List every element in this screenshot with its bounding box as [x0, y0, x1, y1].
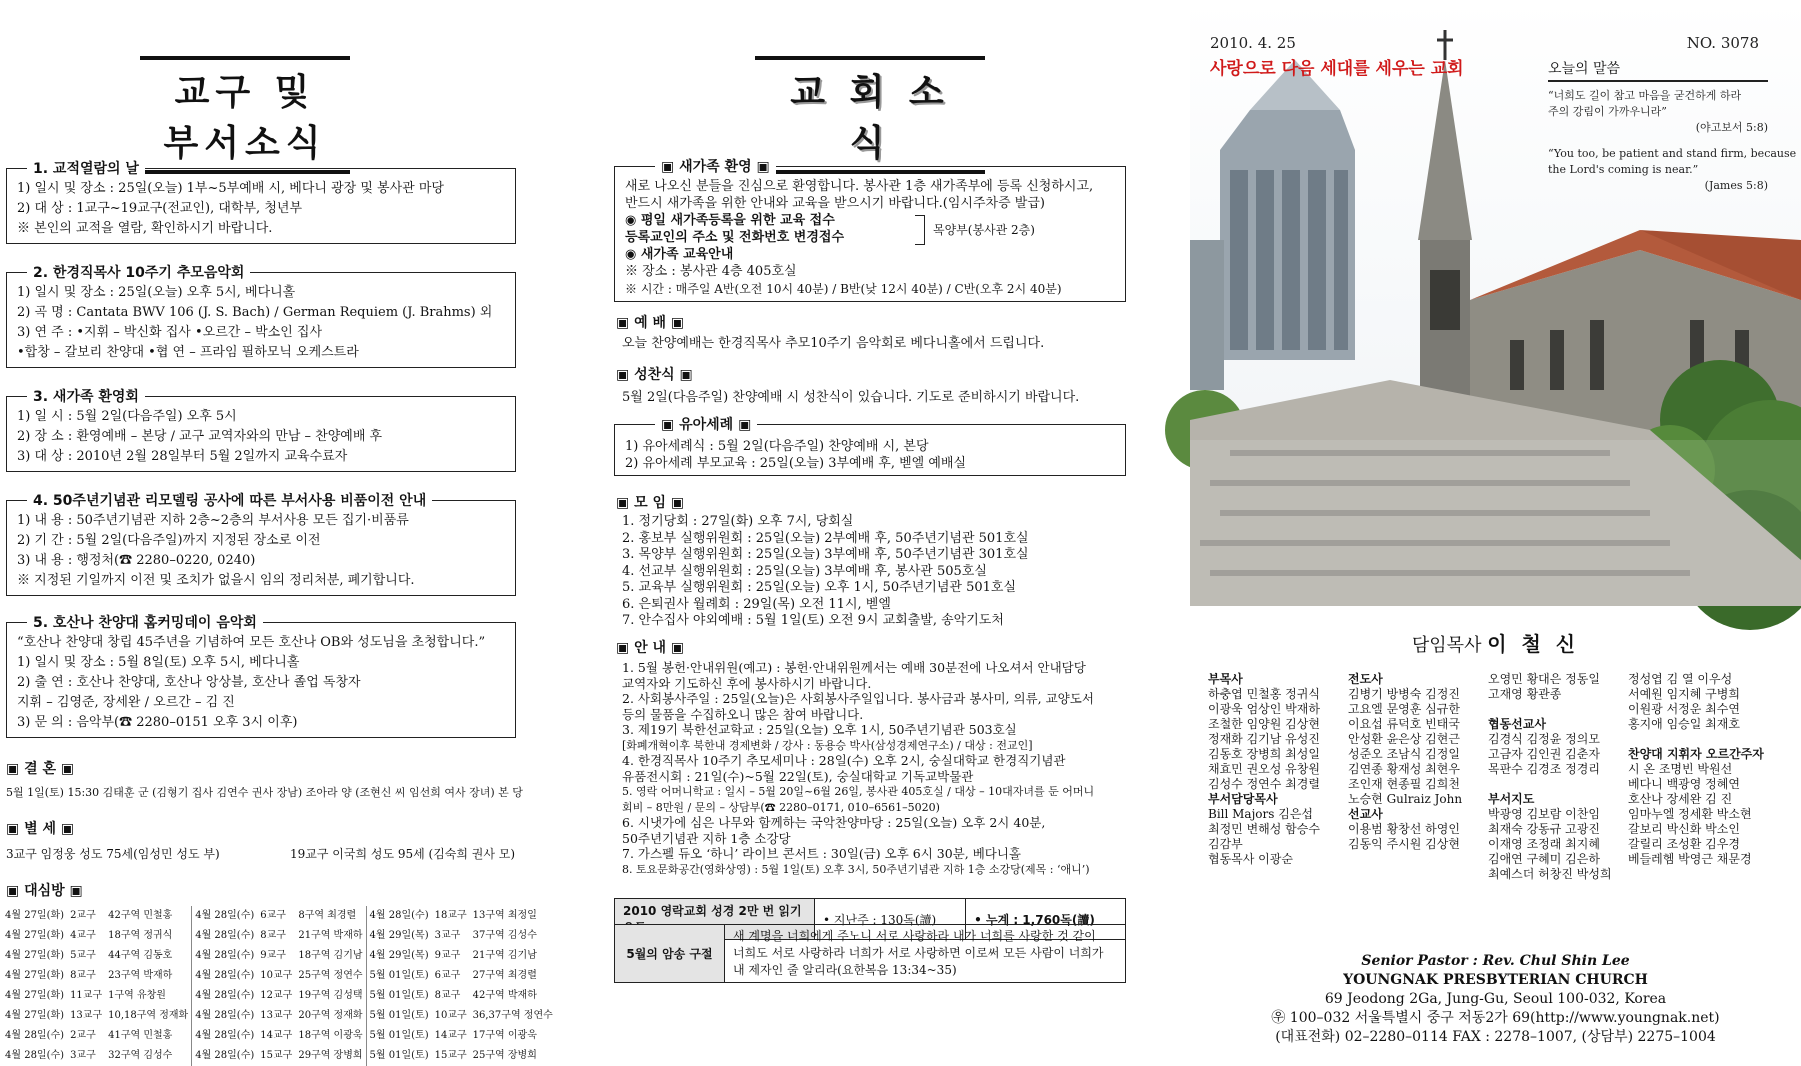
notice-item: 6. 시냇가에 심은 나무와 함께하는 국악찬양마당 : 25일(오늘) 오후 2시 40분, [622, 815, 1046, 830]
todays-word-korean [1548, 88, 1768, 136]
section-5-line: 1) 일시 및 장소 : 5월 8일(토) 오후 5시, 베다니홀 [17, 655, 300, 670]
visits-row [2, 906, 556, 926]
visits-cell: 25구역 장병희 [472, 1050, 537, 1061]
section-3 [6, 389, 516, 472]
visits-cell: 8구역 최경렬 [295, 906, 366, 926]
notice-item: 회비 – 8만원 / 문의 – 상담부(☎ 2280–0171, 010–6561–5020) [622, 800, 940, 814]
visits-cell: 2교구 [70, 1030, 96, 1041]
church-name-en: YOUNGNAK PRESBYTERIAN CHURCH [1343, 972, 1648, 988]
visits-cell: 42구역 민철홍 [105, 906, 192, 926]
visits-cell: 10교구 [260, 970, 293, 981]
visits-cell: 15교구 [434, 1050, 467, 1061]
meeting-heading: ▣ 모 임 ▣ [616, 495, 685, 511]
staff-heading: 전도사 [1348, 672, 1383, 686]
visits-cell: 21구역 박재하 [295, 926, 366, 946]
staff-line: 이용범 황창선 하영인 [1348, 822, 1460, 836]
notice-item: 8. 토요문화공간(영화상영) : 5월 1일(토) 오후 3시, 50주년기념관 지하 1층 소강당(제목 : ‘애니’) [622, 862, 1090, 876]
newcomer-line: ※ 시간 : 매주일 A반(오전 10시 40분) / B반(낮 12시 40분) / C반(오후 2시 40분) [625, 282, 1062, 296]
meeting-item: 5. 교육부 실행위원회 : 25일(오늘) 오후 1시, 50주년기념관 501호실 [622, 580, 1017, 595]
word-reference: (James 5:8) [1704, 179, 1768, 192]
staff-line: 목판수 김경조 정경리 [1488, 762, 1600, 776]
section-5 [6, 615, 516, 738]
notice-item: 2. 사회봉사주일 : 25일(오늘)은 사회봉사주일입니다. 봉사금과 봉사미, 의류, 교양도서 [622, 691, 1094, 706]
visits-cell: 4월 28일(수) [195, 1030, 255, 1041]
staff-heading: 찬양대 지휘자 오르간주자 [1628, 747, 1764, 761]
phone-info: (대표전화) 02–2280–0114 FAX : 2278–1007, (상담부) 2275–1004 [1275, 1029, 1716, 1045]
reading-week: • 지난주 : 130독(讀) [815, 899, 966, 940]
visits-row [2, 1046, 556, 1066]
staff-line: 김성수 정연수 최경렬 [1208, 777, 1320, 791]
section-3-label: 3. 새가족 환영회 [27, 386, 145, 406]
staff-line: 이광욱 엄상인 박재하 [1208, 702, 1320, 716]
section-2-line: 1) 일시 및 장소 : 25일(오늘) 오후 5시, 베다니홀 [17, 285, 296, 300]
infant-box [614, 417, 1126, 476]
section-2 [6, 265, 516, 368]
staff-line: 최재숙 강동규 고광진 [1488, 822, 1600, 836]
issue-number: NO. 3078 [1686, 34, 1759, 52]
senior-pastor [1190, 628, 1801, 657]
visits-cell: 4월 27일(화) [5, 990, 65, 1001]
wedding-text: 5월 1일(토) 15:30 김태훈 군 (김형기 집사 김연수 권사 장남) 조아라 양 (조현신 씨 임선희 여사 장녀) 본 당 [6, 786, 523, 799]
staff-line: 오영민 황대은 정동일 [1488, 672, 1600, 686]
meeting-item: 4. 선교부 실행위원회 : 25일(오늘) 3부예배 후, 봉사관 505호실 [622, 563, 987, 579]
staff-line: 갈보리 박신화 박소인 [1628, 822, 1740, 836]
death-item: 3교구 임정웅 성도 75세(임성민 성도 부) [6, 847, 220, 861]
staff-line: 최정민 변해성 함승수 [1208, 822, 1320, 836]
visits-cell: 12교구 [260, 990, 293, 1001]
section-5-line: 지휘 – 김영준, 장세완 / 오르간 – 김 진 [17, 695, 235, 710]
visits-cell: 4월 28일(수) [5, 1030, 65, 1041]
visits-cell: 41구역 민철홍 [105, 1026, 192, 1046]
notice-item: 유품전시회 : 21일(수)~5월 22일(토), 숭실대학교 기독교박물관 [622, 768, 974, 784]
staff-line: 호산나 장세완 김 진 [1628, 792, 1733, 806]
word-line: “You too, be patient and stand firm, because [1548, 147, 1797, 160]
staff-column [1348, 672, 1462, 852]
todays-word-english [1548, 146, 1796, 194]
section-3-line: 2) 장 소 : 환영예배 – 본당 / 교구 교역자와의 만남 – 찬양예배 후 [17, 429, 383, 444]
page-title-middle: 교 회 소 식 [755, 56, 985, 174]
visits-cell: 20구역 정재화 [295, 1006, 366, 1026]
staff-line: 홍지애 임승일 최재호 [1628, 717, 1740, 731]
visits-cell: 9교구 [434, 950, 461, 961]
pastor-label: 담임목사 [1411, 635, 1482, 656]
section-4 [6, 493, 516, 596]
visits-cell: 4월 28일(수) [195, 910, 255, 921]
visits-cell: 8교구 [70, 970, 96, 981]
staff-line [1628, 732, 1764, 747]
reading-label: 2010 영락교회 성경 2만 번 읽기 [615, 899, 815, 940]
staff-line: 조철한 임양원 김상현 [1208, 717, 1320, 731]
visits-cell: 4월 28일(수) [195, 950, 255, 961]
visits-cell: 5월 01일(토) [369, 990, 429, 1001]
visits-cell: 4월 28일(수) [195, 1010, 255, 1021]
section-2-line: 3) 연 주 : •지휘 – 박신화 집사 •오르간 – 박소인 집사 [17, 325, 323, 340]
visits-cell: 29구역 장병희 [295, 1046, 366, 1066]
visits-cell: 4교구 [70, 930, 96, 941]
notice-item: 5. 영락 어머니학교 : 일시 – 5월 20일~6월 26일, 봉사관 405호실 / 대상 – 10대자녀를 둔 어머니 [622, 785, 1095, 798]
section-2-label: 2. 한경직목사 10주기 추모음악회 [27, 262, 250, 282]
visits-cell: 4월 29일(목) [369, 950, 429, 961]
section-4-line: 3) 내 용 : 행정처(☎ 2280–0220, 0240) [17, 553, 256, 568]
staff-line: 고요엘 문영훈 심규한 [1348, 702, 1460, 716]
visits-cell: 23구역 박재하 [105, 966, 192, 986]
newcomer-bracket-note: 목양부(봉사관 2층) [933, 223, 1035, 237]
newcomer-line: ◉ 새가족 교육안내 [625, 247, 734, 262]
visits-cell: 4월 27일(화) [5, 910, 65, 921]
word-reference: (야고보서 5:8) [1695, 121, 1768, 134]
infant-line: 2) 유아세례 부모교육 : 25일(오늘) 3부예배 후, 벧엘 예배실 [625, 456, 967, 471]
staff-line: 베들레헴 박영근 채문경 [1628, 852, 1752, 866]
visits-cell: 4월 27일(화) [5, 970, 65, 981]
communion-text: 5월 2일(다음주일) 찬양예배 시 성찬식이 있습니다. 기도로 준비하시기 바랍니다. [622, 390, 1080, 405]
word-line: 주의 강림이 가까우니라” [1548, 105, 1667, 118]
notice-item: 1. 5월 봉헌·안내위원(예고) : 봉헌·안내위원께서는 예배 30분전에 나오셔서 안내담당 [622, 660, 1086, 675]
staff-line: 협동목사 이광순 [1208, 852, 1293, 866]
section-2-line: •합창 – 갈보리 찬양대 •협 연 – 프라임 필하모닉 오케스트라 [17, 345, 359, 360]
staff-line: 고금자 김인권 김춘자 [1488, 747, 1600, 761]
visits-cell: 27구역 최경렬 [472, 970, 537, 981]
word-line: the Lord's coming is near.” [1548, 163, 1699, 176]
staff-line: 최예스더 허창진 박성희 [1488, 867, 1612, 881]
section-5-line: 2) 출 연 : 호산나 찬양대, 호산나 앙상블, 호산나 졸업 독창자 [17, 675, 361, 690]
staff-line: 박광영 김보람 이찬임 [1488, 807, 1600, 821]
section-1-line: 1) 일시 및 장소 : 25일(오늘) 1부~5부예배 시, 베다니 광장 및 봉사관 마당 [17, 181, 444, 196]
staff-line: 정성엽 김 열 이우성 [1628, 672, 1733, 686]
staff-line: 갈릴리 조성환 김우경 [1628, 837, 1740, 851]
left-column [0, 0, 553, 1061]
visits-cell: 3교구 [70, 1050, 96, 1061]
visits-cell: 4월 28일(수) [195, 930, 255, 941]
visits-cell: 4월 27일(화) [5, 950, 65, 961]
todays-word-heading: 오늘의 말씀 [1548, 58, 1768, 82]
memory-verse-table [614, 924, 1126, 983]
visits-cell: 15교구 [260, 1050, 293, 1061]
worship-heading: ▣ 예 배 ▣ [616, 315, 685, 331]
meeting-item: 1. 정기당회 : 27일(화) 오후 7시, 당회실 [622, 514, 854, 529]
staff-line [1488, 702, 1612, 717]
visits-heading: ▣ 대심방 ▣ [6, 883, 83, 899]
reading-total: • 누계 : 1,760독(讀) [966, 899, 1126, 940]
visits-cell: 4월 28일(수) [195, 970, 255, 981]
page-title-left: 교구 및 부서소식 [140, 56, 350, 174]
visits-cell: 13교구 [260, 1010, 293, 1021]
notice-item: 등의 물품을 수집하오니 많은 참여 바랍니다. [622, 706, 864, 722]
newcomer-box [614, 159, 1126, 302]
communion-heading: ▣ 성찬식 ▣ [616, 367, 693, 383]
wedding-heading: ▣ 결 혼 ▣ [6, 761, 75, 777]
middle-column [610, 0, 1140, 1049]
visits-cell: 4월 28일(수) [369, 910, 429, 921]
meeting-item: 2. 홍보부 실행위원회 : 25일(오늘) 2부예배 후, 50주년기념관 501호실 [622, 530, 1029, 546]
visits-cell: 36,37구역 정연수 [472, 1010, 553, 1021]
visits-cell: 13구역 최정일 [472, 910, 537, 921]
visits-cell: 10,18구역 정재화 [105, 1006, 192, 1026]
death-heading: ▣ 별 세 ▣ [6, 821, 75, 837]
notice-heading: ▣ 안 내 ▣ [616, 640, 685, 656]
visits-cell: 14교구 [260, 1030, 293, 1041]
death-item: 19교구 이국희 성도 95세 (김숙희 권사 모) [290, 847, 516, 861]
meeting-item: 6. 은퇴권사 월례회 : 29일(목) 오전 11시, 벧엘 [622, 596, 891, 612]
section-5-label: 5. 호산나 찬양대 홈커밍데이 음악회 [27, 612, 263, 632]
visits-cell: 1구역 유창원 [105, 986, 192, 1006]
memory-line: 내 제자인 줄 알리라(요한복음 13:34~35) [733, 963, 957, 977]
newcomer-line: 반드시 새가족을 위한 안내와 교육을 받으시기 바랍니다.(임시주차증 발급) [625, 196, 1045, 211]
staff-line: 임마누엘 정세환 박소현 [1628, 807, 1752, 821]
staff-line: Bill Majors 김은섭 [1208, 807, 1314, 821]
staff-line: 김감부 [1208, 837, 1243, 851]
senior-pastor-en: Senior Pastor : Rev. Chul Shin Lee [1361, 953, 1630, 969]
visits-cell: 25구역 정연수 [295, 966, 366, 986]
staff-line: 김경식 김정윤 정의모 [1488, 732, 1600, 746]
section-1-label: 1. 교적열람의 날 [27, 158, 145, 178]
newcomer-line: ◉ 평일 새가족등록을 위한 교육 접수 [625, 213, 835, 228]
notice-item: [화폐개혁이후 북한내 경제변화 / 강사 : 동용승 박사(삼성경제연구소) / 대상 : 전교인] [622, 738, 1033, 752]
staff-heading: 선교사 [1348, 807, 1383, 821]
newcomer-line: 새로 나오신 분들을 진심으로 환영합니다. 봉사관 1층 새가족부에 등록 신청하시고, [625, 179, 1094, 194]
staff-line: 이재영 조정래 최지혜 [1488, 837, 1600, 851]
visits-cell: 13교구 [70, 1010, 103, 1021]
meeting-item: 7. 안수집사 야외예배 : 5월 1일(토) 오전 9시 교회출발, 송악기도처 [622, 613, 1004, 628]
staff-heading: 협동선교사 [1488, 717, 1546, 731]
section-1-line: ※ 본인의 교적을 열람, 확인하시기 바랍니다. [17, 221, 273, 236]
staff-line: 베다니 백광영 정혜연 [1628, 777, 1740, 791]
visits-cell: 37구역 김성수 [472, 930, 537, 941]
visits-cell: 6교구 [260, 910, 286, 921]
staff-line: 김애연 구혜미 김은하 [1488, 852, 1600, 866]
staff-heading: 부서지도 [1488, 792, 1535, 806]
visits-row [2, 926, 556, 946]
staff-line: 서예원 임지혜 구병희 [1628, 687, 1740, 701]
visits-row [2, 966, 556, 986]
visits-cell: 5월 01일(토) [369, 1030, 429, 1041]
section-3-line: 3) 대 상 : 2010년 2월 28일부터 5월 2일까지 교육수료자 [17, 449, 348, 464]
visits-row [2, 1006, 556, 1026]
section-1-line: 2) 대 상 : 1교구~19교구(전교인), 대학부, 청년부 [17, 201, 303, 216]
visits-cell: 4월 29일(목) [369, 930, 429, 941]
newcomer-line: 등록교인의 주소 및 전화번호 변경접수 [625, 230, 845, 245]
staff-line: 성준오 조남식 김정일 [1348, 747, 1460, 761]
staff-line: 이요섭 류덕호 빈태국 [1348, 717, 1460, 731]
infant-line: 1) 유아세례식 : 5월 2일(다음주일) 찬양예배 시, 본당 [625, 439, 929, 454]
visits-cell: 18구역 정귀식 [105, 926, 192, 946]
visits-cell: 4월 28일(수) [195, 1050, 255, 1061]
visits-cell: 18교구 [434, 910, 467, 921]
staff-line: 하충엽 민철홍 정귀식 [1208, 687, 1320, 701]
visits-cell: 4월 27일(화) [5, 930, 65, 941]
visits-cell: 21구역 김기남 [472, 950, 537, 961]
visits-row [2, 1026, 556, 1046]
staff-line: 안성환 윤은상 김현근 [1348, 732, 1460, 746]
visits-cell: 8교구 [260, 930, 286, 941]
visits-cell: 5월 01일(토) [369, 1010, 429, 1021]
visits-row [2, 986, 556, 1006]
staff-column [1208, 672, 1320, 867]
staff-line [1488, 777, 1612, 792]
issue-date: 2010. 4. 25 [1210, 34, 1296, 52]
staff-line: 채효민 권오성 유창원 [1208, 762, 1320, 776]
staff-line: 김동익 주시원 김상현 [1348, 837, 1460, 851]
visits-cell: 6교구 [434, 970, 461, 981]
newcomer-label: ▣ 새가족 환영 ▣ [655, 156, 776, 176]
word-line: “너희도 길이 참고 마음을 굳건하게 하라 [1548, 89, 1742, 102]
church-footer [1190, 952, 1801, 1047]
staff-line: 김동호 장병희 최성일 [1208, 747, 1320, 761]
section-4-line: 2) 기 간 : 5월 2일(다음주일)까지 지정된 장소로 이전 [17, 533, 321, 548]
memory-line: 새 계명을 너희에게 주노니 서로 사랑하라 내가 너희를 사랑한 것 같이 [733, 929, 1096, 943]
visits-cell: 42구역 박재하 [472, 990, 537, 1001]
section-5-line: 3) 문 의 : 음악부(☎ 2280–0151 오후 3시 이후) [17, 715, 298, 730]
notice-item: 50주년기념관 지하 1층 소강당 [622, 830, 791, 846]
visits-cell: 32구역 김성수 [105, 1046, 192, 1066]
meeting-list [622, 514, 1029, 630]
visits-cell: 4월 28일(수) [5, 1050, 65, 1061]
visits-cell: 3교구 [434, 930, 461, 941]
visits-cell: 4월 27일(화) [5, 1010, 65, 1021]
address-ko: ㉾ 100–032 서울특별시 중구 저동2가 69(http://www.youngnak.net) [1271, 1010, 1720, 1026]
staff-column [1628, 672, 1764, 867]
staff-line: 정재화 김기남 유성진 [1208, 732, 1320, 746]
notice-item: 4. 한경직목사 10주기 추모세미나 : 28일(수) 오후 2시, 숭실대학교 한경직기념관 [622, 753, 1066, 768]
section-2-line: 2) 곡 명 : Cantata BWV 106 (J. S. Bach) / German Requiem (J. Brahms) 외 [17, 305, 493, 320]
visits-cell: 2교구 [70, 910, 96, 921]
visits-cell: 4월 28일(수) [195, 990, 255, 1001]
staff-heading: 부서담당목사 [1208, 792, 1278, 806]
staff-line: 시 온 조명빈 박원선 [1628, 762, 1733, 776]
section-1 [6, 161, 516, 244]
visits-cell: 5교구 [70, 950, 96, 961]
meeting-item: 3. 목양부 실행위원회 : 25일(오늘) 3부예배 후, 50주년기념관 301호실 [622, 547, 1029, 562]
visits-row [2, 946, 556, 966]
staff-line: 김연종 황재성 최현우 [1348, 762, 1460, 776]
memory-label: 5월의 암송 구절 [615, 925, 725, 983]
staff-line: 김병기 방병숙 김정진 [1348, 687, 1460, 701]
notice-item: 3. 제19기 북한선교학교 : 25일(오늘) 오후 1시, 50주년기념관 503호실 [622, 722, 1017, 737]
staff-heading: 부목사 [1208, 672, 1243, 686]
visits-cell: 8교구 [434, 990, 461, 1001]
visits-cell: 18구역 이광욱 [295, 1026, 366, 1046]
pastor-name: 이 철 신 [1487, 632, 1580, 656]
infant-label: ▣ 유아세례 ▣ [655, 414, 757, 434]
section-3-line: 1) 일 시 : 5월 2일(다음주일) 오후 5시 [17, 409, 237, 424]
staff-column [1488, 672, 1612, 882]
staff-line: 고재영 황관종 [1488, 687, 1562, 701]
section-4-line: 1) 내 용 : 50주년기념관 지하 2층~2층의 부서사용 모든 집기·비품류 [17, 513, 409, 528]
visits-cell: 10교구 [434, 1010, 467, 1021]
visits-cell: 19구역 김성택 [295, 986, 366, 1006]
visits-cell: 5월 01일(토) [369, 1050, 429, 1061]
section-4-line: ※ 지정된 기일까지 이전 및 조치가 없을시 임의 정리처분, 폐기합니다. [17, 573, 415, 588]
church-photo [1190, 0, 1801, 606]
church-slogan: 사랑으로 다음 세대를 세우는 교회 [1210, 59, 1464, 79]
visits-cell: 17구역 이광욱 [472, 1030, 537, 1041]
visits-cell: 18구역 김기남 [295, 946, 366, 966]
notice-item: 교역자와 기도하신 후에 봉사하시기 바랍니다. [622, 675, 872, 691]
staff-line: 이원광 서정운 최수연 [1628, 702, 1740, 716]
visits-cell: 5월 01일(토) [369, 970, 429, 981]
section-5-line: “호산나 찬양대 창립 45주년을 기념하여 모든 호산나 OB와 성도님을 초청합니다.” [17, 635, 486, 650]
visits-cell: 14교구 [434, 1030, 467, 1041]
visits-cell: 9교구 [260, 950, 286, 961]
visits-table [2, 906, 556, 1066]
visits-cell: 44구역 김동호 [105, 946, 192, 966]
notice-item: 7. 가스펠 듀오 ‘하니’ 라이브 콘서트 : 30일(금) 오후 6시 30분, 베다니홀 [622, 846, 1022, 861]
staff-line: 노승현 Gulraiz John [1348, 792, 1463, 806]
worship-text: 오늘 찬양예배는 한경직목사 추모10주기 음악회로 베다니홀에서 드립니다. [622, 336, 1045, 351]
memory-line: 너희도 서로 사랑하라 너희가 서로 사랑하면 이로써 모든 사람이 너희가 [733, 946, 1104, 960]
address-en: 69 Jeodong 2Ga, Jung-Gu, Seoul 100-032, Korea [1324, 991, 1667, 1007]
visits-cell: 11교구 [70, 990, 103, 1001]
section-4-label: 4. 50주년기념관 리모델링 공사에 따른 부서사용 비품이전 안내 [27, 490, 432, 510]
newcomer-bracket [915, 215, 925, 245]
notice-list [622, 660, 1094, 877]
staff-line: 조인재 현종필 김희천 [1348, 777, 1460, 791]
newcomer-line: ※ 장소 : 봉사관 4층 405호실 [625, 264, 797, 279]
